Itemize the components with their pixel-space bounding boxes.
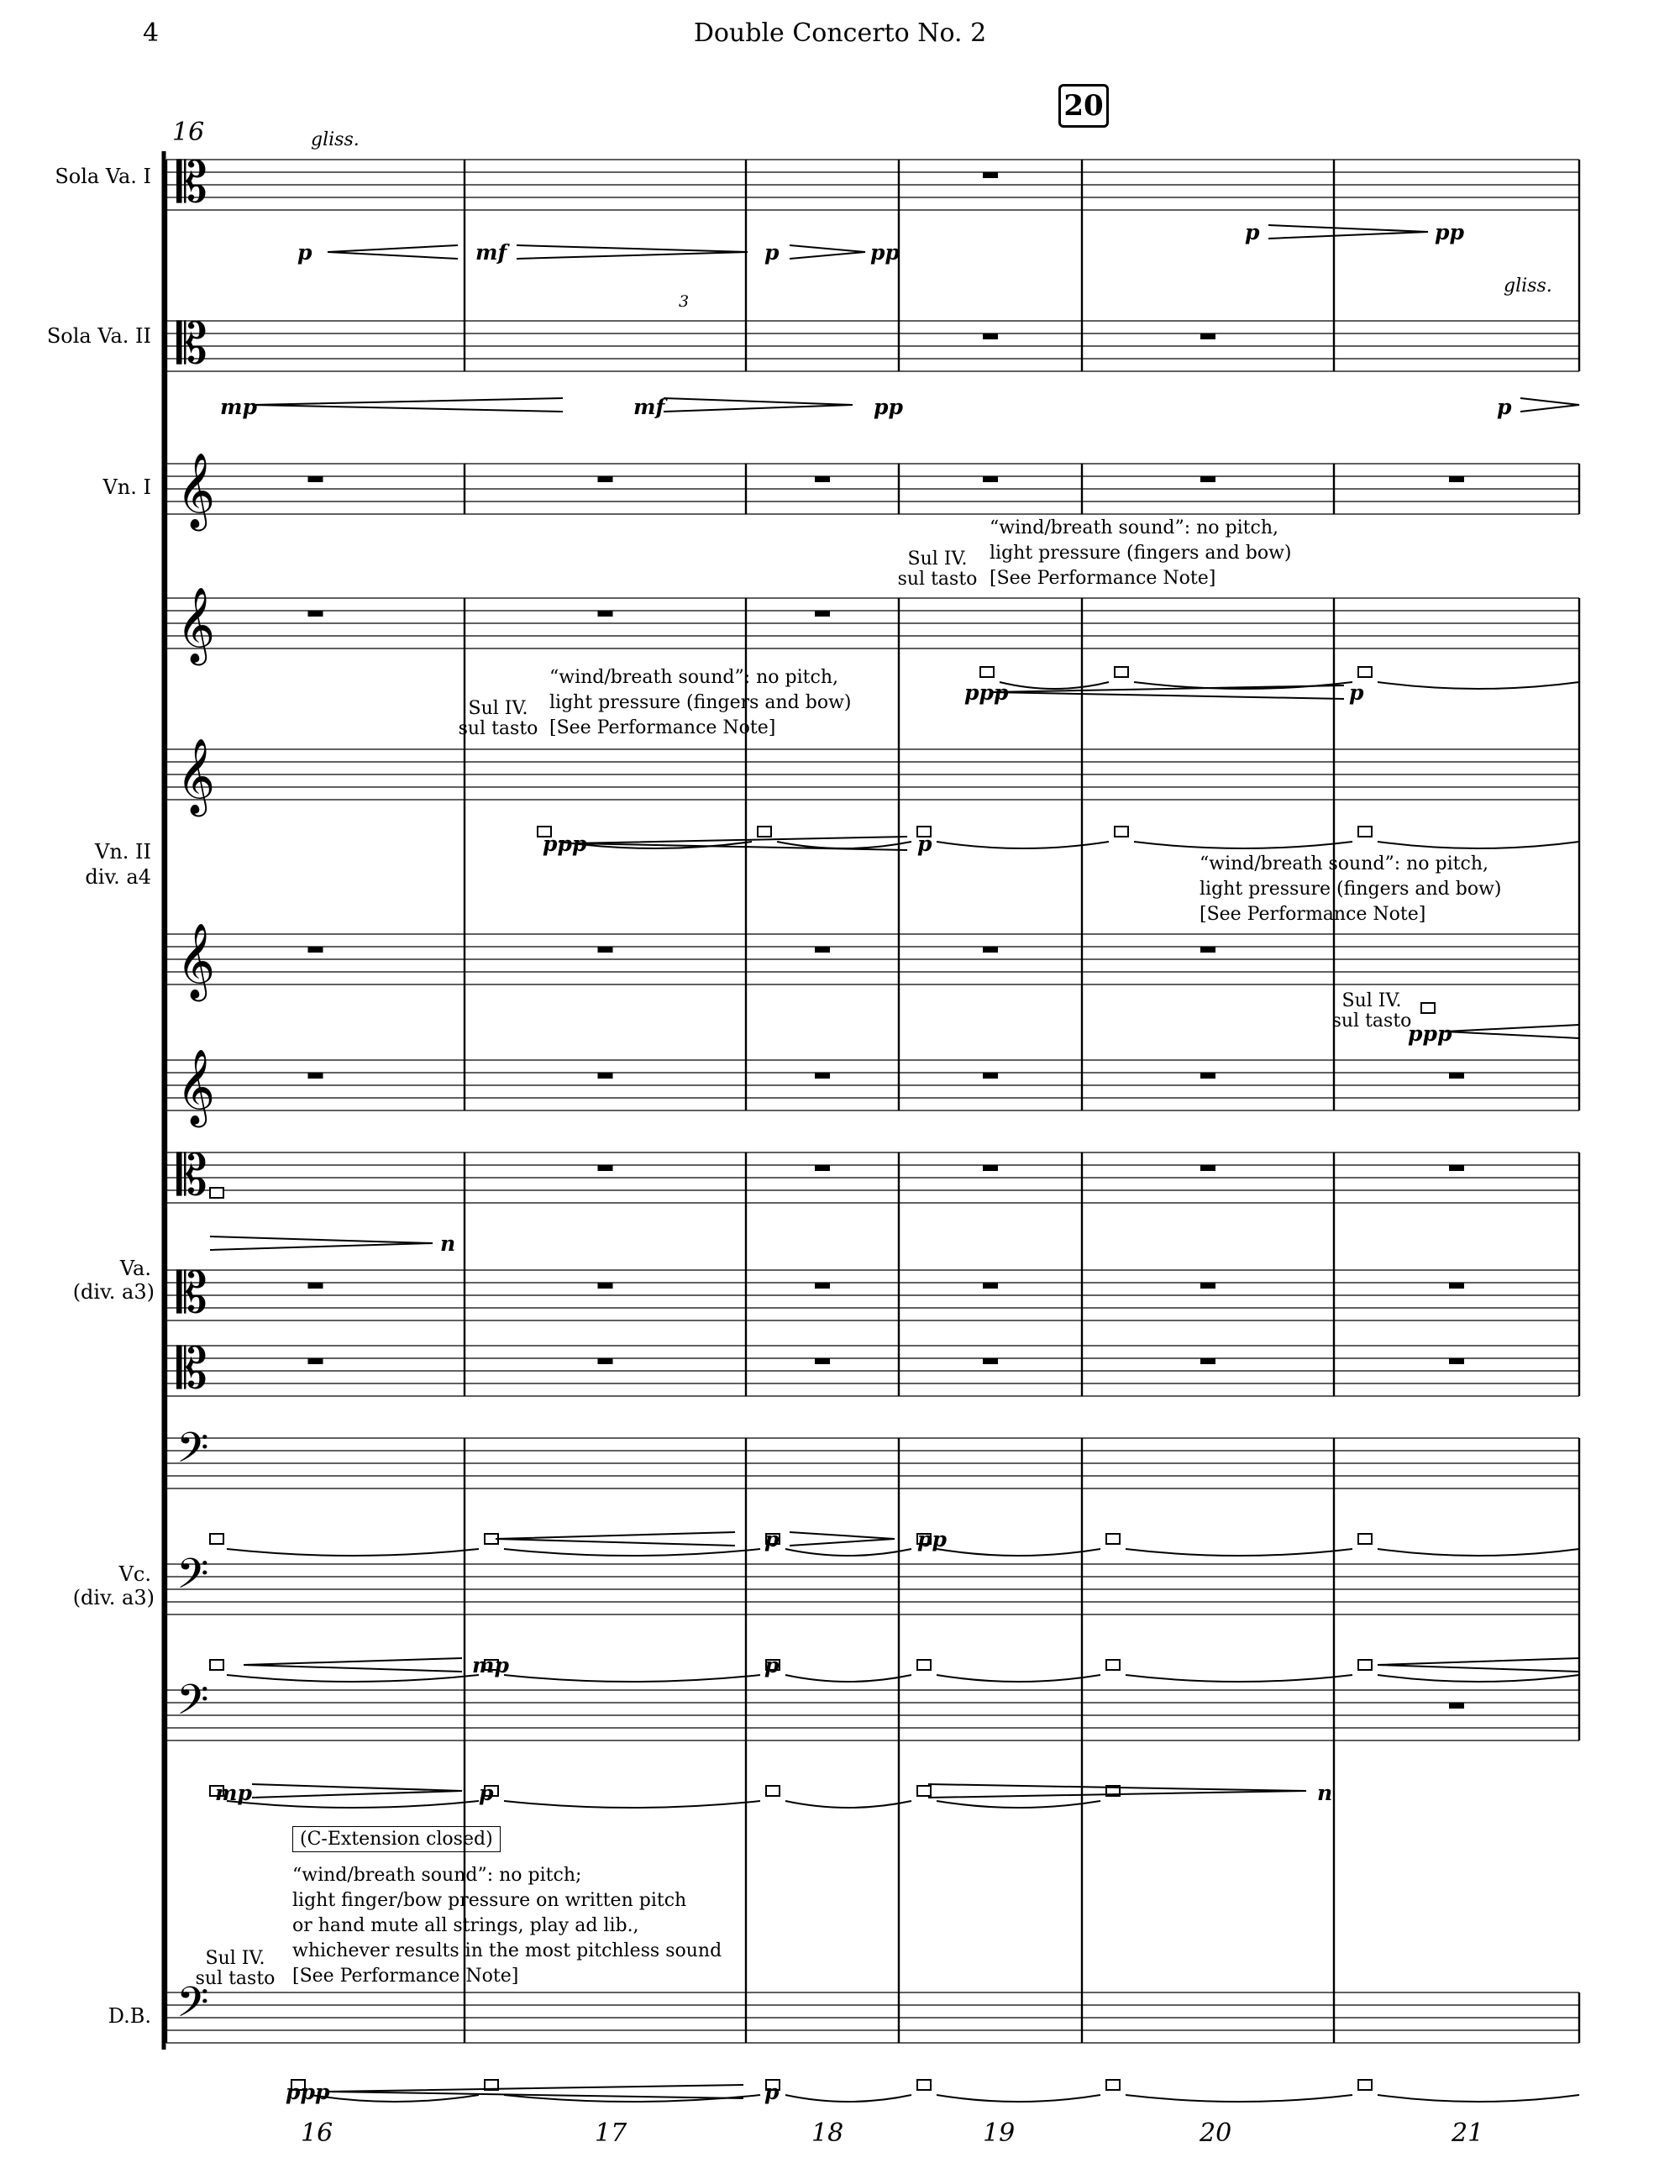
label-vc: Vc. [118, 1562, 151, 1586]
gliss-mark: gliss. [1504, 276, 1552, 297]
treble-clef: 𝄞 [176, 587, 216, 663]
dynamic: ppp [964, 680, 1009, 705]
label-db: D.B. [108, 2004, 151, 2028]
whole-rest [815, 947, 830, 953]
gliss-mark: gliss. [311, 129, 360, 150]
dynamic: p [297, 240, 312, 265]
dynamic: mf [633, 395, 665, 419]
whole-rest [1200, 1358, 1215, 1364]
whole-rest [1449, 476, 1464, 482]
hairpin [328, 245, 458, 259]
measure-number: 19 [983, 2118, 1016, 2148]
label-vn2: Vn. II [94, 840, 151, 864]
dynamic: p [479, 1781, 494, 1805]
tie [1378, 842, 1579, 848]
whole-rest [598, 1165, 613, 1171]
tie [1000, 682, 1109, 689]
whole-rest [1449, 1165, 1464, 1171]
note-head [1115, 667, 1128, 677]
tie [227, 1549, 479, 1556]
note-head [1106, 2080, 1120, 2090]
dynamic: p [1245, 220, 1260, 244]
alto-clef: 𝄡 [176, 150, 207, 215]
hairpin [1378, 1658, 1579, 1672]
treble-clef: 𝄞 [176, 738, 216, 814]
dynamic: n [440, 1231, 456, 1256]
whole-rest [815, 1165, 830, 1171]
tie [1134, 842, 1352, 848]
tie [937, 1549, 1100, 1556]
whole-rest [308, 1283, 323, 1289]
whole-rest [308, 947, 323, 953]
treble-clef: 𝄞 [176, 453, 216, 528]
whole-rest [983, 947, 998, 953]
whole-rest [983, 476, 998, 482]
treble-clef: 𝄞 [176, 1049, 216, 1125]
tie [1126, 2095, 1352, 2102]
tie [504, 1675, 760, 1682]
note-head [917, 1660, 931, 1670]
bass-clef: 𝄢 [176, 1676, 209, 1735]
hairpin [328, 2085, 743, 2098]
dynamic: n [1317, 1781, 1333, 1805]
whole-rest [983, 1165, 998, 1171]
alto-clef: 𝄡 [176, 1261, 207, 1326]
whole-rest [1449, 1703, 1464, 1709]
whole-rest [598, 947, 613, 953]
note-head [210, 1660, 223, 1670]
sul-iv-annotation: Sul IV. sul tasto [458, 698, 538, 739]
whole-rest [308, 476, 323, 482]
note-head [210, 1188, 223, 1198]
whole-rest [815, 476, 830, 482]
whole-rest [308, 611, 323, 617]
label-va: Va. [119, 1257, 151, 1280]
whole-rest [308, 1358, 323, 1364]
dynamic: ppp [1408, 1021, 1452, 1046]
rehearsal-mark: 20 [1058, 84, 1109, 128]
tie [785, 1801, 911, 1808]
whole-rest [983, 1073, 998, 1079]
note-head [1358, 827, 1372, 837]
wind-breath-annotation: “wind/breath sound”: no pitch, light pressure (fingers and bow) [See Performance Note] [990, 517, 1292, 589]
tie [227, 1801, 479, 1808]
tie [785, 2095, 911, 2102]
tie [785, 1675, 911, 1682]
label-sola-va-2: Sola Va. II [46, 324, 151, 348]
alto-clef: 𝄡 [176, 1336, 207, 1401]
whole-rest [815, 611, 830, 617]
tie [227, 1675, 479, 1682]
whole-rest [815, 1073, 830, 1079]
whole-rest [1449, 1358, 1464, 1364]
measure-number: 16 [301, 2118, 333, 2148]
db-technique-note: “wind/breath sound”: no pitch; light finger/bow pressure on written pitch or hand mute all strings, play ad lib., whichever results in the most pitchless sound [See Performance Note] [292, 1865, 722, 1987]
dynamic: pp [917, 1527, 947, 1551]
tie [1126, 1549, 1352, 1556]
note-head [1358, 2080, 1372, 2090]
c-extension-box: (C-Extension closed) [292, 1826, 501, 1852]
whole-rest [983, 1283, 998, 1289]
dynamic: p [764, 1527, 780, 1551]
measure-number: 21 [1452, 2118, 1484, 2148]
whole-rest [983, 333, 998, 339]
dynamic: p [1349, 680, 1364, 705]
label-vc-div: (div. a3) [72, 1586, 155, 1609]
whole-rest [1200, 947, 1215, 953]
treble-clef: 𝄞 [176, 923, 216, 999]
bass-clef: 𝄢 [176, 1424, 209, 1483]
dynamic: mp [220, 395, 257, 419]
tie [1378, 682, 1579, 689]
whole-rest [598, 611, 613, 617]
whole-rest [1449, 1283, 1464, 1289]
hairpin [210, 1236, 433, 1250]
dynamic: p [764, 240, 780, 265]
note-head [210, 1534, 223, 1544]
whole-rest [815, 1283, 830, 1289]
dynamic: p [764, 2080, 780, 2104]
whole-rest [1200, 333, 1215, 339]
dynamic: pp [870, 240, 900, 265]
dynamic: p [764, 1653, 780, 1677]
wind-breath-annotation: “wind/breath sound”: no pitch, light pressure (fingers and bow) [See Performance Note] [1200, 853, 1502, 925]
sul-iv-annotation: Sul IV. sul tasto [897, 549, 978, 590]
alto-clef: 𝄡 [176, 312, 207, 376]
label-vn2-div: div. a4 [85, 865, 151, 889]
whole-rest [1200, 1073, 1215, 1079]
note-head [1358, 1534, 1372, 1544]
tie [937, 2095, 1100, 2102]
page-number: 4 [143, 18, 160, 48]
note-head [980, 667, 994, 677]
hairpin [1445, 1025, 1579, 1038]
hairpin [1268, 225, 1428, 239]
hairpin [496, 1532, 735, 1546]
whole-rest [1449, 1073, 1464, 1079]
note-head [917, 2080, 931, 2090]
whole-rest [983, 1358, 998, 1364]
tie [504, 1801, 760, 1808]
hairpin [664, 398, 853, 412]
tie [1126, 1675, 1352, 1682]
hairpin [252, 398, 563, 412]
start-measure-number: 16 [172, 118, 205, 147]
dynamic: mp [472, 1653, 509, 1677]
tie [504, 1549, 760, 1556]
tie [311, 2095, 479, 2102]
note-head [917, 1786, 931, 1796]
wind-breath-annotation: “wind/breath sound”: no pitch, light pressure (fingers and bow) [See Performance Note] [549, 667, 852, 738]
hairpin [790, 1532, 895, 1546]
label-va-div: (div. a3) [72, 1280, 155, 1304]
whole-rest [598, 1283, 613, 1289]
note-head [1106, 1660, 1120, 1670]
label-sola-va-1: Sola Va. I [55, 165, 151, 188]
note-head [1358, 667, 1372, 677]
hairpin [1520, 398, 1579, 412]
dynamic: p [1497, 395, 1512, 419]
note-head [1358, 1660, 1372, 1670]
tie [1378, 1675, 1579, 1682]
whole-rest [983, 172, 998, 178]
tie [937, 1801, 1100, 1808]
page-title: Double Concerto No. 2 [693, 18, 987, 48]
dynamic: ppp [543, 832, 587, 856]
hairpin [252, 1784, 462, 1798]
label-vn1: Vn. I [102, 475, 151, 499]
measure-number: 20 [1200, 2118, 1232, 2148]
dynamic: pp [1435, 220, 1464, 244]
sul-iv-annotation: Sul IV. sul tasto [1331, 990, 1412, 1032]
hairpin [790, 245, 865, 259]
tuplet-number: 3 [679, 292, 690, 311]
tie [937, 842, 1109, 848]
measure-number: 18 [811, 2118, 844, 2148]
tie [1378, 1549, 1579, 1556]
note-head [1115, 827, 1128, 837]
tie [937, 1675, 1100, 1682]
whole-rest [598, 1073, 613, 1079]
dynamic: ppp [286, 2080, 330, 2104]
dynamic: mf [475, 240, 507, 265]
whole-rest [308, 1073, 323, 1079]
note-head [758, 827, 771, 837]
whole-rest [815, 1358, 830, 1364]
alto-clef: 𝄡 [176, 1143, 207, 1208]
whole-rest [1200, 476, 1215, 482]
bass-clef: 𝄢 [176, 1978, 209, 2037]
whole-rest [598, 476, 613, 482]
dynamic: mp [215, 1781, 252, 1805]
measure-number: 17 [595, 2118, 627, 2148]
tie [1378, 2095, 1579, 2102]
hairpin [244, 1658, 462, 1672]
hairpin [517, 245, 748, 259]
whole-rest [1200, 1165, 1215, 1171]
dynamic: pp [874, 395, 903, 419]
dynamic: p [917, 832, 932, 856]
bass-clef: 𝄢 [176, 1550, 209, 1609]
note-head [766, 1786, 780, 1796]
whole-rest [598, 1358, 613, 1364]
tie [785, 1549, 911, 1556]
note-head [1106, 1534, 1120, 1544]
whole-rest [1200, 1283, 1215, 1289]
sul-iv-annotation: Sul IV. sul tasto [195, 1948, 276, 1989]
